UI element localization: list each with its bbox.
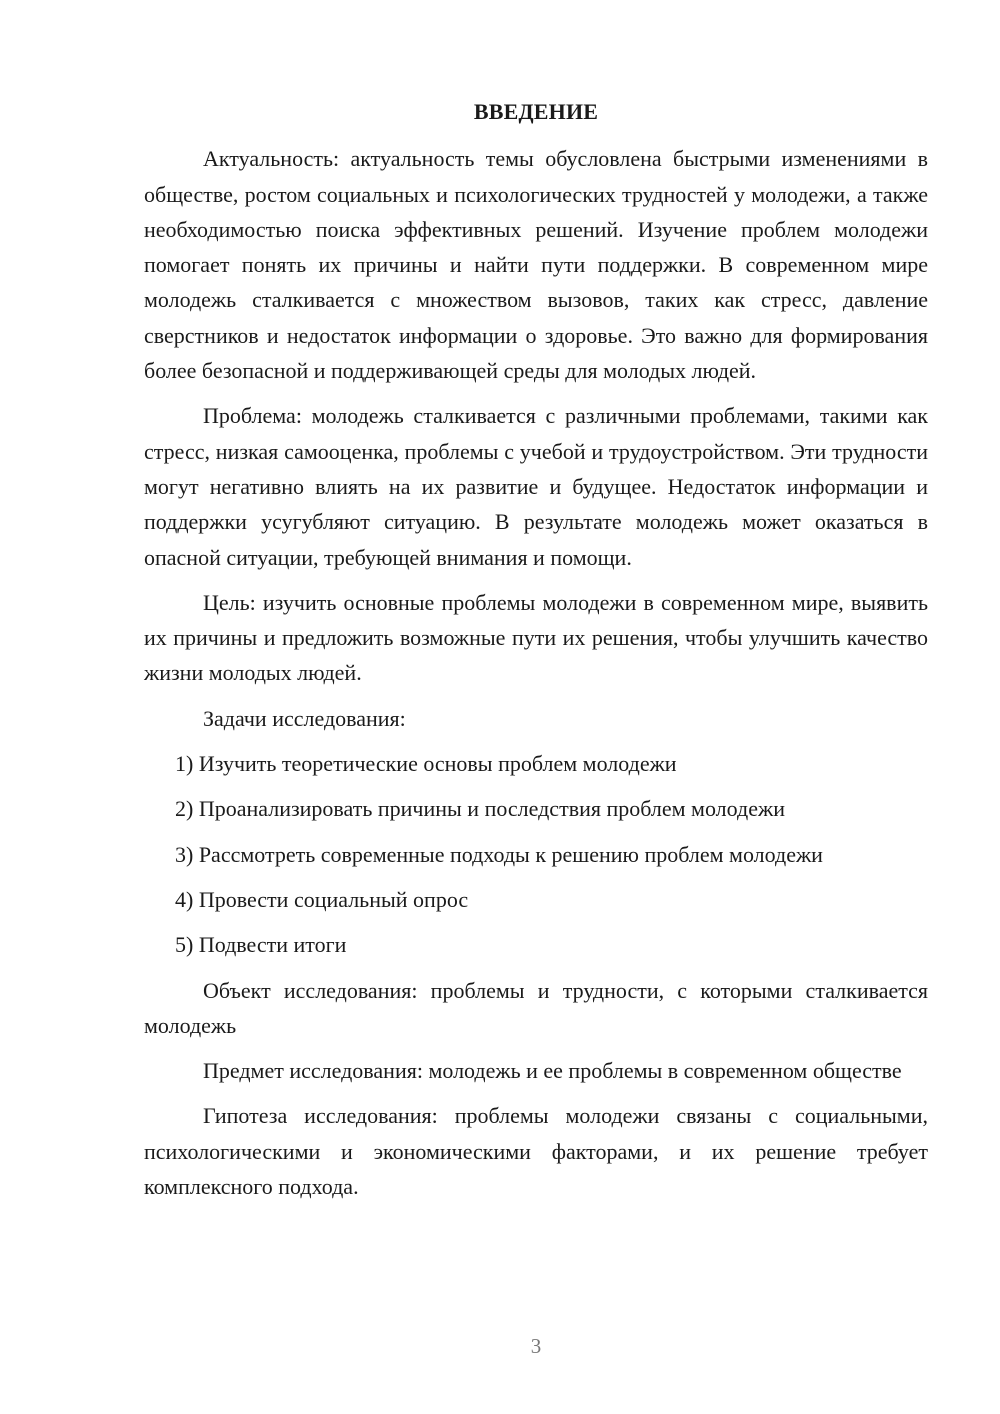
paragraph-problem: Проблема: молодежь сталкивается с различными проблемами, такими как стресс, низкая самооценка, проблемы с учебой и трудоустройством. Эти трудности могут негативно влиять на их развитие и будущее. Недостаток информации и поддержки усугубляют ситуацию. В результате молодежь может оказаться в опасной ситуации, требующей внимания и помощи. <box>144 403 928 570</box>
paragraph-relevance: Актуальность: актуальность темы обусловлена быстрыми изменениями в обществе, ростом социальных и психологических трудностей у молодежи, а также необходимостью поиска эффективных решений. Изучение проблем молодежи помогает понять их причины и найти пути поддержки. В современном мире молодежь сталкивается с множеством вызовов, таких как стресс, давление сверстников и недостаток информации о здоровье. Это важно для формирования более безопасной и поддерживающей среды для молодых людей. <box>144 146 928 384</box>
document-body <box>144 94 928 1214</box>
list-item: 5) Подвести итоги <box>175 932 347 958</box>
paragraph-hypothesis: Гипотеза исследования: проблемы молодежи связаны с социальными, психологическими и экономическими факторами, и их решение требует комплексного подхода. <box>144 1103 928 1200</box>
paragraph-subject: Предмет исследования: молодежь и ее проблемы в современном обществе <box>203 1058 902 1084</box>
list-item: 1) Изучить теоретические основы проблем молодежи <box>175 751 677 777</box>
paragraph-object: Объект исследования: проблемы и трудности, с которыми сталкивается молодежь <box>144 977 928 1038</box>
section-title: ВВЕДЕНИЕ <box>473 99 599 124</box>
list-item: 2) Проанализировать причины и последствия проблем молодежи <box>175 796 785 822</box>
paragraph-goal: Цель: изучить основные проблемы молодежи в современном мире, выявить их причины и предложить возможные пути их решения, чтобы улучшить качество жизни молодых людей. <box>144 589 928 686</box>
list-item: 4) Провести социальный опрос <box>175 886 469 912</box>
list-item: 3) Рассмотреть современные подходы к решению проблем молодежи <box>175 841 823 867</box>
tasks-list <box>144 746 928 962</box>
page-number: 3 <box>530 1334 542 1358</box>
tasks-heading: Задачи исследования: <box>203 705 406 731</box>
